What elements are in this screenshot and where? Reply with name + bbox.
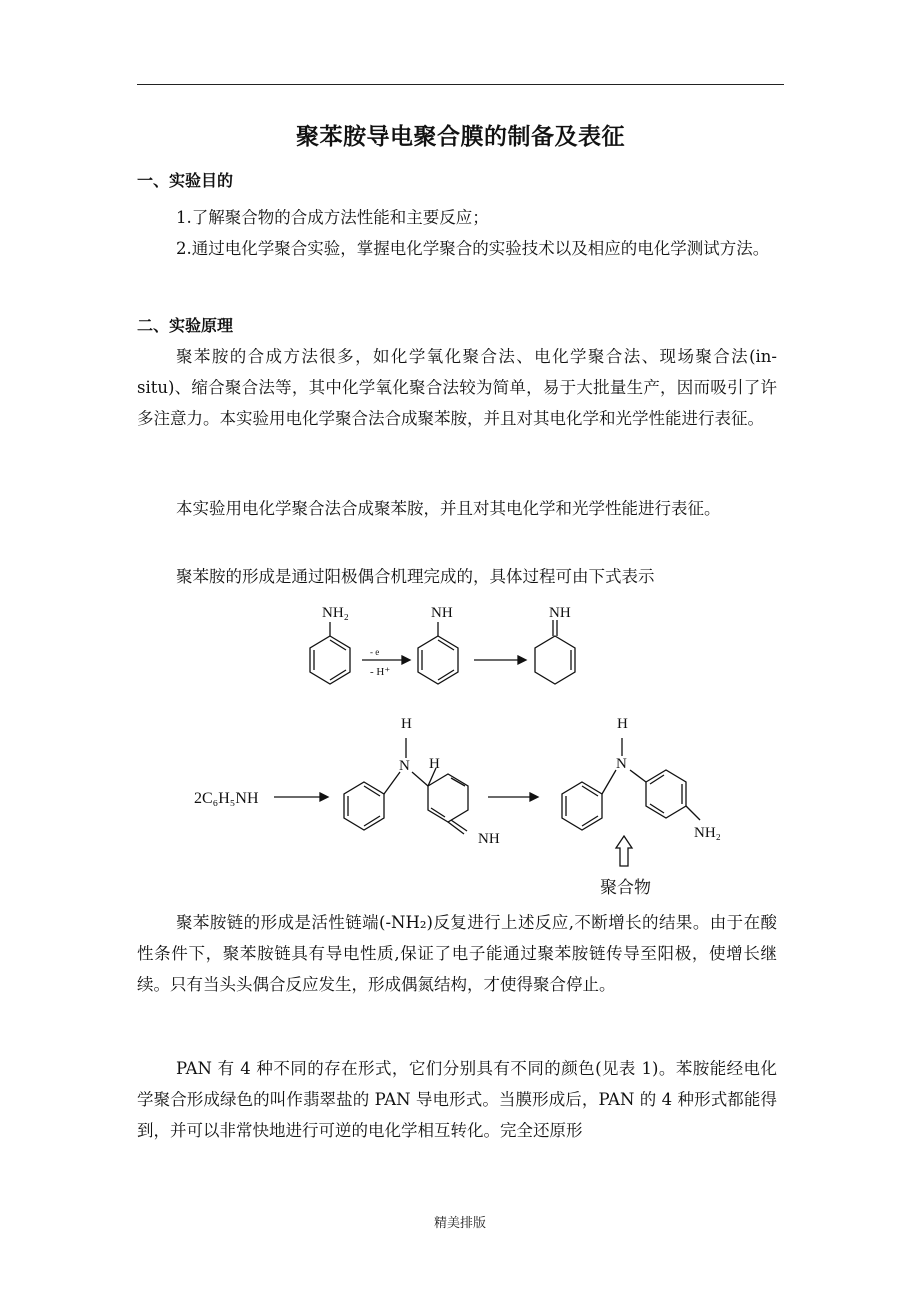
principle-paragraph-4: 聚苯胺链的形成是活性链端(-NH₂)反复进行上述反应,不断增长的结果。由于在酸性条件下，聚苯胺链具有导电性质,保证了电子能通过聚苯胺链传导至阳极，使增长继续。只有当头头偶合反应发生，形成偶氮结构，才使得聚合停止。: [137, 913, 777, 994]
label-nh-3: NH: [478, 831, 500, 847]
label-nh2-2: NH₂: [694, 825, 721, 841]
page-footer: 精美排版: [433, 1216, 486, 1231]
label-minus-h: - H⁺: [370, 666, 391, 678]
label-h-3: H: [617, 716, 628, 732]
benzene-ring-2: [418, 622, 458, 684]
section-heading-principle: 二、实验原理: [137, 316, 234, 335]
label-h-1: H: [401, 716, 412, 732]
cyclohexadiene-ring: [428, 774, 468, 834]
label-reactant: 2C₆H₅NH: [194, 790, 259, 807]
benzene-ring-5: [646, 770, 686, 818]
objective-item-2: 2.通过电化学聚合实验，掌握电化学聚合的实验技术以及相应的电化学测试方法。: [176, 239, 770, 258]
benzene-ring-4: [562, 782, 602, 830]
label-n-1: N: [399, 758, 410, 774]
principle-paragraph-5: PAN 有 4 种不同的存在形式，它们分别具有不同的颜色(见表 1)。苯胺能经电化学聚合形成绿色的叫作翡翠盐的 PAN 导电形式。当膜形成后，PAN 的 4 种形式都能得到，并可以非常快地进行可逆的电化学相互转化。完全还原形: [137, 1059, 777, 1140]
up-arrow-icon: [616, 836, 632, 866]
principle-paragraph-2: 本实验用电化学聚合法合成聚苯胺，并且对其电化学和光学性能进行表征。: [176, 499, 721, 518]
cyclohexadiene-imine: [535, 620, 575, 684]
principle-paragraph-3: 聚苯胺的形成是通过阳极偶合机理完成的，具体过程可由下式表示: [176, 567, 655, 586]
label-nh-1: NH: [431, 605, 453, 621]
label-nh-2: NH: [549, 605, 571, 621]
benzene-ring-1: [310, 622, 350, 684]
label-nh2-1: NH₂: [322, 605, 349, 621]
label-n-2: N: [616, 756, 627, 772]
principle-paragraph-1: 聚苯胺的合成方法很多，如化学氧化聚合法、电化学聚合法、现场聚合法(in-situ)、缩合聚合法等，其中化学氧化聚合法较为简单，易于大批量生产，因而吸引了许多注意力。本实验用电化学聚合法合成聚苯胺，并且对其电化学和光学性能进行表征。: [137, 347, 777, 428]
label-minus-e: - e: [370, 647, 380, 657]
label-h-2: H: [429, 756, 440, 772]
benzene-ring-3: [344, 782, 384, 830]
page-title: 聚苯胺导电聚合膜的制备及表征: [296, 124, 625, 150]
label-polymer: 聚合物: [600, 878, 651, 897]
objective-item-1: 1.了解聚合物的合成方法性能和主要反应；: [176, 208, 489, 227]
section-heading-objectives: 一、实验目的: [137, 171, 234, 190]
